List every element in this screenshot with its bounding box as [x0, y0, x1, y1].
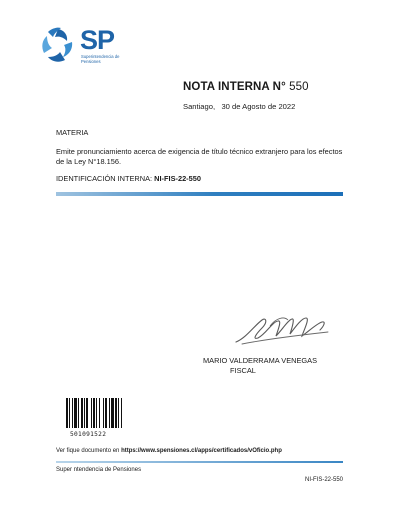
verification-url-link[interactable]: https://www.spensiones.cl/apps/certificados/vOficio.php	[121, 448, 282, 454]
document-date-line	[183, 102, 295, 111]
internal-id-value: NI-FIS-22-550	[154, 174, 201, 183]
internal-id-line	[56, 174, 201, 183]
document-place: Santiago,	[183, 102, 216, 111]
document-title	[183, 81, 309, 93]
signer-role: FISCAL	[230, 366, 256, 375]
internal-id-label: IDENTIFICACIÓN INTERNA:	[56, 174, 153, 183]
barcode-number: 501091522	[70, 431, 107, 438]
barcode-icon	[66, 398, 128, 428]
logo-wordmark: SP	[80, 25, 115, 55]
signature-icon	[232, 312, 332, 348]
document-title-text: NOTA INTERNA N°	[183, 81, 286, 93]
header-divider	[56, 192, 343, 196]
verification-prefix: Ver fique documento en	[56, 448, 120, 454]
signer-name: MARIO VALDERRAMA VENEGAS	[203, 356, 318, 365]
logo-subtext: Superintendencia de Pensiones	[81, 54, 120, 64]
document-number: 550	[289, 81, 309, 93]
verification-line	[56, 448, 282, 454]
document-date: 30 de Agosto de 2022	[221, 102, 296, 111]
footer-reference: NI-FIS-22-550	[305, 477, 344, 483]
materia-text: Emite pronunciamiento acerca de exigencia de título técnico extranjero para los efectos de la Ley N°18.156.	[56, 147, 343, 166]
materia-label: MATERIA	[56, 128, 89, 137]
footer-institution: Super ntendencia de Pensiones	[56, 467, 142, 473]
footer-divider	[56, 461, 343, 463]
